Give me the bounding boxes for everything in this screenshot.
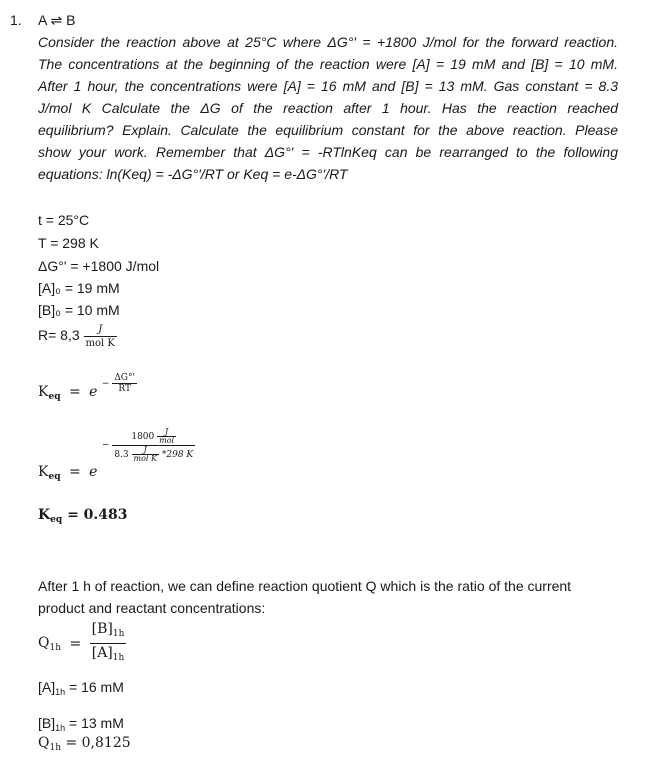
question-number: 1. — [10, 12, 22, 28]
question-line: Consider the reaction above at 25°C where ΔG°' = +1800 J/mol for the forward reaction. — [38, 34, 618, 50]
question-line: equations: ln(Keq) = -ΔG°'/RT or Keq = e-ΔG°'/RT — [38, 166, 348, 182]
a-1h-value: $[A]_{1h} = 16$ mM — [38, 679, 124, 697]
keq-result: $K_{eq} = 0.483$ — [38, 507, 128, 525]
keq-exponent: − $\frac{\Delta G^\circ'}{RT}$ — [101, 373, 135, 394]
reaction-equation: A ⇌ B — [38, 12, 76, 28]
question-line: The concentrations at the beginning of the reaction were [A] = 19 mM and [B] = 10 mM. — [38, 56, 618, 72]
euler-e: e — [89, 384, 98, 400]
gas-constant-unit-den: mol K — [85, 338, 115, 349]
given-a0: [A]₀ = 19 mM — [38, 280, 120, 296]
question-line: equilibrium? Explain. Calculate the equilibrium constant for the above reaction. Please — [38, 122, 618, 138]
given-temperature-k: T = 298 K — [38, 235, 99, 251]
gas-constant-value: R= 8,3 — [38, 327, 80, 344]
quotient-formula — [38, 620, 126, 667]
quotient-fraction: $\frac{[B]_{1h}}{[A]_{1h}}$ — [91, 621, 125, 663]
euler-e: e — [89, 464, 98, 480]
after-intro-line2: product and reactant concentrations: — [38, 600, 266, 616]
given-delta-g: ΔG°' = +1800 J/mol — [38, 258, 160, 274]
keq-subst-exponent: − 1800 $\frac{J}{\text{mol}}$ 8.3 $\frac{J}{\text{mol K}}$ *298 K — [101, 427, 194, 463]
equals-sign: = — [68, 464, 81, 480]
gas-constant-unit — [84, 323, 117, 350]
question-line: After 1 hour, the concentrations were [A] = 16 mM and [B] = 13 mM. Gas constant = 8.3 — [38, 78, 618, 94]
equals-sign: = — [69, 635, 82, 652]
given-b0: [B]₀ = 10 mM — [38, 302, 120, 318]
after-intro-line1: After 1 h of reaction, we can define reaction quotient Q which is the ratio of the current — [38, 578, 572, 594]
quotient-result: $Q_{1h} = 0,8125$ — [38, 735, 131, 753]
keq-substitution — [38, 428, 195, 482]
given-gas-constant — [38, 323, 117, 350]
given-temperature-c: t = 25°C — [38, 212, 90, 228]
keq-formula — [38, 373, 137, 402]
gas-constant-unit-num: J — [84, 323, 117, 337]
quotient-symbol: $Q_{1h}$ — [38, 634, 62, 653]
equals-sign: = — [68, 384, 81, 400]
keq-symbol: $K_{eq}$ — [38, 464, 61, 482]
question-line: show your work. Remember that ΔG°' = -RTlnKeq can be rearranged to the following — [38, 144, 618, 160]
question-line: J/mol K Calculate the ΔG of the reaction after 1 hour. Has the reaction reached — [38, 100, 618, 116]
keq-symbol: $K_{eq}$ — [38, 384, 61, 402]
b-1h-value: $[B]_{1h} = 13$ mM — [38, 715, 124, 733]
